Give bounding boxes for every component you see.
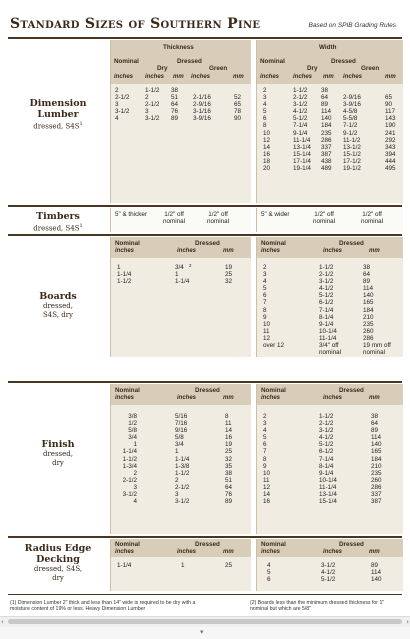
finish-label: Finish dressed, dry [41,439,75,467]
page-title: Standard Sizes of Southern Pine [10,16,261,32]
footnote-1: (1) Dimension Lumber 2" thick and less than 14" wide is required to be dry with a moisture content of 19% or less. Heavy Dimension Lumber [10,600,196,612]
dimension-thickness-panel: Thickness Nominal Dressed Dry Green inches inches mm inches mm 2 2-1/2 3 3-1/2 4 1-1/2 2 2-1/2 3 3-1/2 38 51 64 76 89 2-1/16 2-9/16 3-1/16 3-9/16 52 65 78 90 [110,40,251,203]
thickness-header: Thickness [163,44,194,51]
page-subtitle: Based on SPIB Grading Rules [308,22,396,29]
horizontal-scrollbar[interactable] [0,616,410,627]
footnote-2: (2) Boards less than the minimum dressed thickness for 1" nominal but which are 5/8" [250,600,385,612]
finish-section: Finish dressed, dry Nominal Dressed inches inches mm 3/8 1/2 5/8 3/4 1 1-1/4 1-1/2 1-3/4 2 2-1/2 3 3-1/2 4 5/16 7/16 9/16 5/8 3/4 1 1-1/4 1-3/8 1-1/2 2 2-1/2 3 3-1/2 8 11 14 16 19 25 32 35 38 51 64 76 89 Nominal Dressed inches inches mm 2 3 4 5 6 7 8 9 10 11 12 14 16 1-1/2 2-1/2 3-1/2 4-1/2 5-1/2 6-1/2 7-1/4 8-1/4 9-1/4 10-1/4 11-1/4 13-1/4 15-1/4 38 64 89 114 140 165 184 210 235 260 286 337 387 [8,384,402,534]
radius-edge-decking-section: Radius Edge Decking dressed, S4S, dry Nominal Dressed inches inches mm 1-1/4 1 25 Nominal Dressed inches inches mm 4 5 6 3-1/2 4-1/2 5-1/2 89 114 140 [8,539,402,591]
boards-label: Boards dressed, S4S, dry [39,291,77,319]
radius-edge-decking-label: Radius Edge Decking dressed, S4S, dry [24,543,92,582]
timbers-label: Timbers dressed, $S4S^1$ [33,211,83,233]
dimension-label: Dimension Lumber dressed, $S4S^1$ [29,98,87,131]
timbers-section: Timbers dressed, $S4S^1$ 5" & thicker 1/2" off nominal 1/2" off nominal 5" & wider 1/2" off nominal 1/2" off nominal [8,208,402,232]
scroll-right-arrow-icon[interactable]: › [406,618,409,626]
horizontal-scroll-thumb[interactable] [8,619,402,624]
boards-section: Boards dressed, S4S, dry Nominal Dressed inches inches mm 1 1-1/4 1-1/2 3/4 1 1-1/4 2 19 25 32 Nominal Dressed inches inches mm 2 3 4 5 6 7 8 9 10 11 12 over 12 1-1/2 2-1/2 3-1/2 4-1/2 5-1/2 6-1/2 7-1/4 8-1/4 9-1/4 10-1/4 11-1/4 3/4" off nominal 38 64 89 114 140 165 184 210 235 260 286 19 mm off nominal [8,237,402,357]
scroll-left-arrow-icon[interactable]: ‹ [1,618,4,626]
dimension-section [8,40,402,203]
title-rule [8,37,402,39]
dimension-width-panel: Width Nominal Dressed Dry Green inches inches mm inches mm 2 3 4 5 6 8 10 12 14 16 18 20 1-1/2 2-1/2 3-1/2 4-1/2 5-1/2 7-1/4 9-1/4 11-1/4 13-1/4 15-1/4 17-1/4 19-1/4 38 64 89 114 140 184 235 286 337 387 438 489 2-9/16 3-9/16 4-5/8 5-5/8 7-1/2 9-1/2 11-1/2 13-1/2 15-1/2 17-1/2 19-1/2 65 90 117 143 190 241 292 343 394 444 495 [256,40,403,203]
scroll-down-arrow-icon[interactable]: ▾ [200,628,204,636]
scroll-down-area[interactable] [0,627,410,639]
width-header: Width [319,44,337,51]
